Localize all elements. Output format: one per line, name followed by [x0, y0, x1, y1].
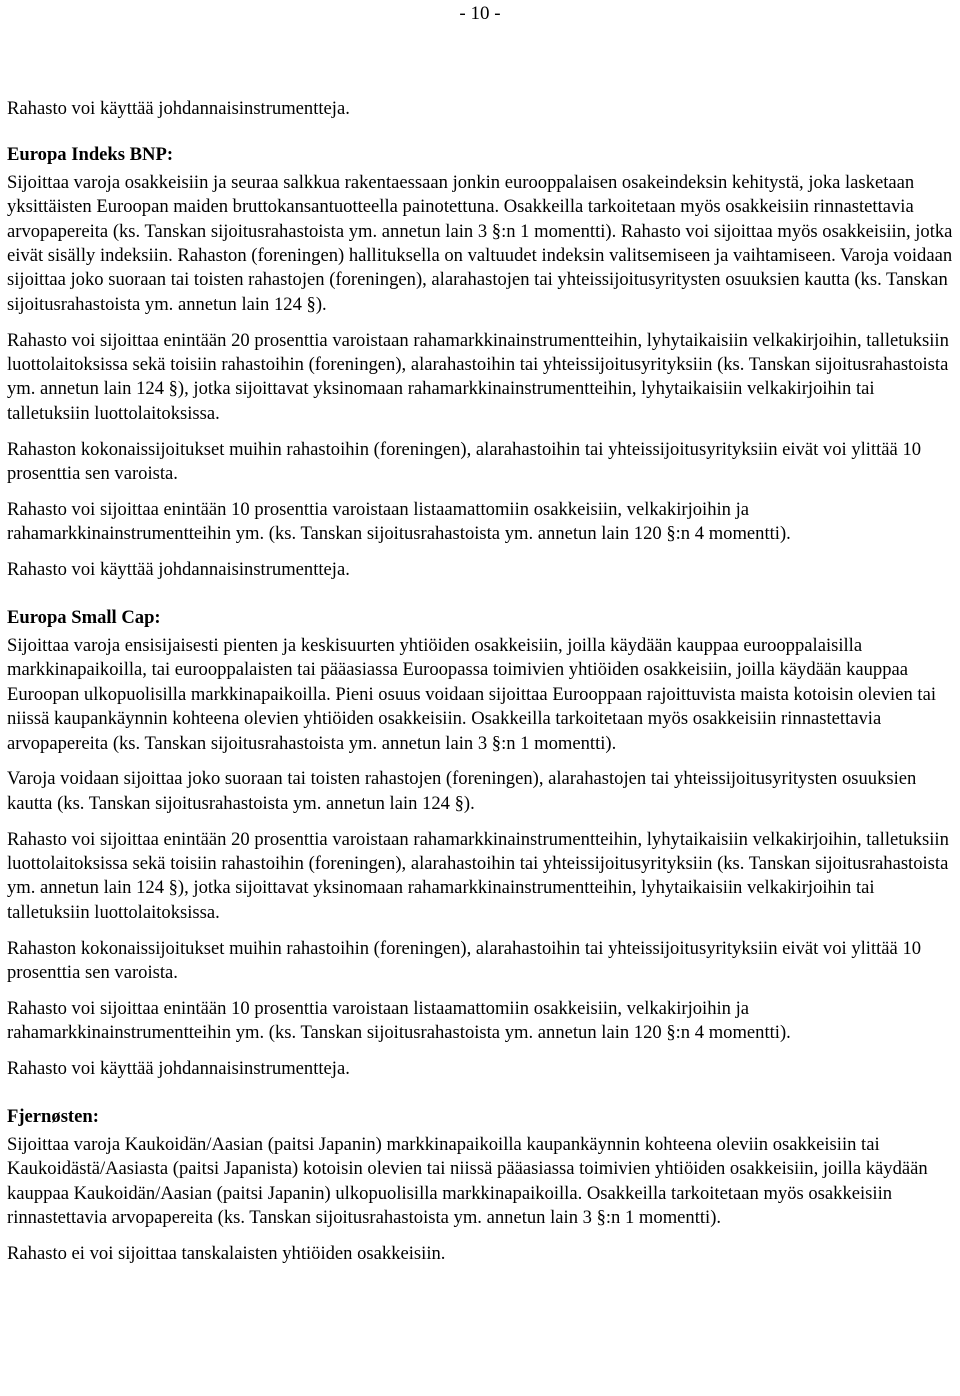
section-heading: Europa Small Cap:	[7, 607, 161, 629]
section-heading: Fjernøsten:	[7, 1106, 99, 1128]
paragraph: Rahasto ei voi sijoittaa tanskalaisten yhtiöiden osakkeisiin.	[7, 1242, 446, 1264]
paragraph: Rahasto voi käyttää johdannaisinstrumentteja.	[7, 1057, 350, 1079]
paragraph: Sijoittaa varoja ensisijaisesti pienten ja keskisuurten yhtiöiden osakkeisiin, joilla käydään kauppaa eurooppalaisilla markkinapaikoilla, tai eurooppalaisten tai pääasiassa Euroopassa toimivien yhtiöiden osakkeisiin, joilla käydään kauppaa Euroopan ulkopuolisilla markkinapaikoilla. Pieni osuus voidaan sijoittaa Eurooppaan rajoittuvista maista kotoisin olevien tai niissä kaupankäynnin kohteena olevien yhtiöiden osakkeisiin. Osakkeilla tarkoitetaan myös osakkeisiin rinnastettavia arvopapereita (ks. Tanskan sijoitusrahastoista ym. annetun lain 3 §:n 1 momentti).	[7, 634, 936, 754]
paragraph: Rahasto voi sijoittaa enintään 20 prosenttia varoistaan rahamarkkinainstrumentteihin, lyhytaikaisiin velkakirjoihin, talletuksiin luottolaitoksissa sekä toisiin rahastoihin (foreningen), alarahastoihin tai yhteissijoitusyrityksiin (ks. Tanskan sijoitusrahastoista ym. annetun lain 124 §), jotka sijoittavat yksinomaan rahamarkkinainstrumentteihin, lyhytaikaisiin velkakirjoihin tai talletuksiin luottolaitoksissa.	[7, 828, 949, 923]
section-europa-indeks-bnp	[7, 143, 957, 582]
paragraph: Rahaston kokonaissijoitukset muihin rahastoihin (foreningen), alarahastoihin tai yhteissijoitusyrityksiin eivät voi ylittää 10 prosenttia sen varoista.	[7, 438, 922, 485]
paragraph: Rahasto voi sijoittaa enintään 10 prosenttia varoistaan listaamattomiin osakkeisiin, velkakirjoihin ja rahamarkkinainstrumentteihin ym. (ks. Tanskan sijoitusrahastoista ym. annetun lain 120 §:n 4 momentti).	[7, 997, 791, 1044]
paragraph: Varoja voidaan sijoittaa joko suoraan tai toisten rahastojen (foreningen), alarahastojen tai yhteissijoitusyritysten osuuksien kautta (ks. Tanskan sijoitusrahastoista ym. annetun lain 124 §).	[7, 768, 917, 814]
page-number: - 10 -	[459, 3, 501, 24]
section-europa-small-cap	[7, 606, 957, 1081]
intro-paragraph: Rahasto voi käyttää johdannaisinstrumentteja.	[7, 98, 350, 119]
document-body	[7, 97, 957, 1278]
section-heading: Europa Indeks BNP:	[7, 144, 174, 166]
paragraph: Sijoittaa varoja Kaukoidän/Aasian (paitsi Japanin) markkinapaikoilla kaupankäynnin kohteena oleviin osakkeisiin tai Kaukoidästä/Aasiasta (paitsi Japanista) kotoisin olevien tai niissä pääasiassa toimivien yhtiöiden osakkeisiin, joilla käydään kauppaa Kaukoidän/Aasian (paitsi Japanin) ulkopuolisilla markkinapaikoilla. Osakkeilla tarkoitetaan myös osakkeisiin rinnastettavia arvopapereita (ks. Tanskan sijoitusrahastoista ym. annetun lain 3 §:n 1 momentti).	[7, 1133, 928, 1228]
section-fjernosten	[7, 1105, 957, 1266]
paragraph: Sijoittaa varoja osakkeisiin ja seuraa salkkua rakentaessaan jonkin eurooppalaisen osakeindeksin kehitystä, joka lasketaan yksittäisten Euroopan maiden bruttokansantuotteella painotettuna. Osakkeilla tarkoitetaan myös osakkeisiin rinnastettavia arvopapereita (ks. Tanskan sijoitusrahastoista ym. annetun lain 3 §:n 1 momentti). Rahasto voi sijoittaa myös osakkeisiin, jotka eivät sisälly indeksiin. Rahaston (foreningen) hallituksella on valtuudet indeksin valitsemiseen ja vaihtamiseen. Varoja voidaan sijoittaa joko suoraan tai toisten rahastojen (foreningen), alarahastojen tai yhteissijoitusyritysten osuuksien kautta (ks. Tanskan sijoitusrahastoista ym. annetun lain 124 §).	[7, 171, 953, 315]
paragraph: Rahasto voi käyttää johdannaisinstrumentteja.	[7, 559, 350, 581]
paragraph: Rahasto voi sijoittaa enintään 20 prosenttia varoistaan rahamarkkinainstrumentteihin, lyhytaikaisiin velkakirjoihin, talletuksiin luottolaitoksissa sekä toisiin rahastoihin (foreningen), alarahastoihin tai yhteissijoitusyrityksiin (ks. Tanskan sijoitusrahastoista ym. annetun lain 124 §), jotka sijoittavat yksinomaan rahamarkkinainstrumentteihin, lyhytaikaisiin velkakirjoihin tai talletuksiin luottolaitoksissa.	[7, 329, 949, 424]
paragraph: Rahaston kokonaissijoitukset muihin rahastoihin (foreningen), alarahastoihin tai yhteissijoitusyrityksiin eivät voi ylittää 10 prosenttia sen varoista.	[7, 937, 922, 983]
paragraph: Rahasto voi sijoittaa enintään 10 prosenttia varoistaan listaamattomiin osakkeisiin, velkakirjoihin ja rahamarkkinainstrumentteihin ym. (ks. Tanskan sijoitusrahastoista ym. annetun lain 120 §:n 4 momentti).	[7, 498, 791, 545]
